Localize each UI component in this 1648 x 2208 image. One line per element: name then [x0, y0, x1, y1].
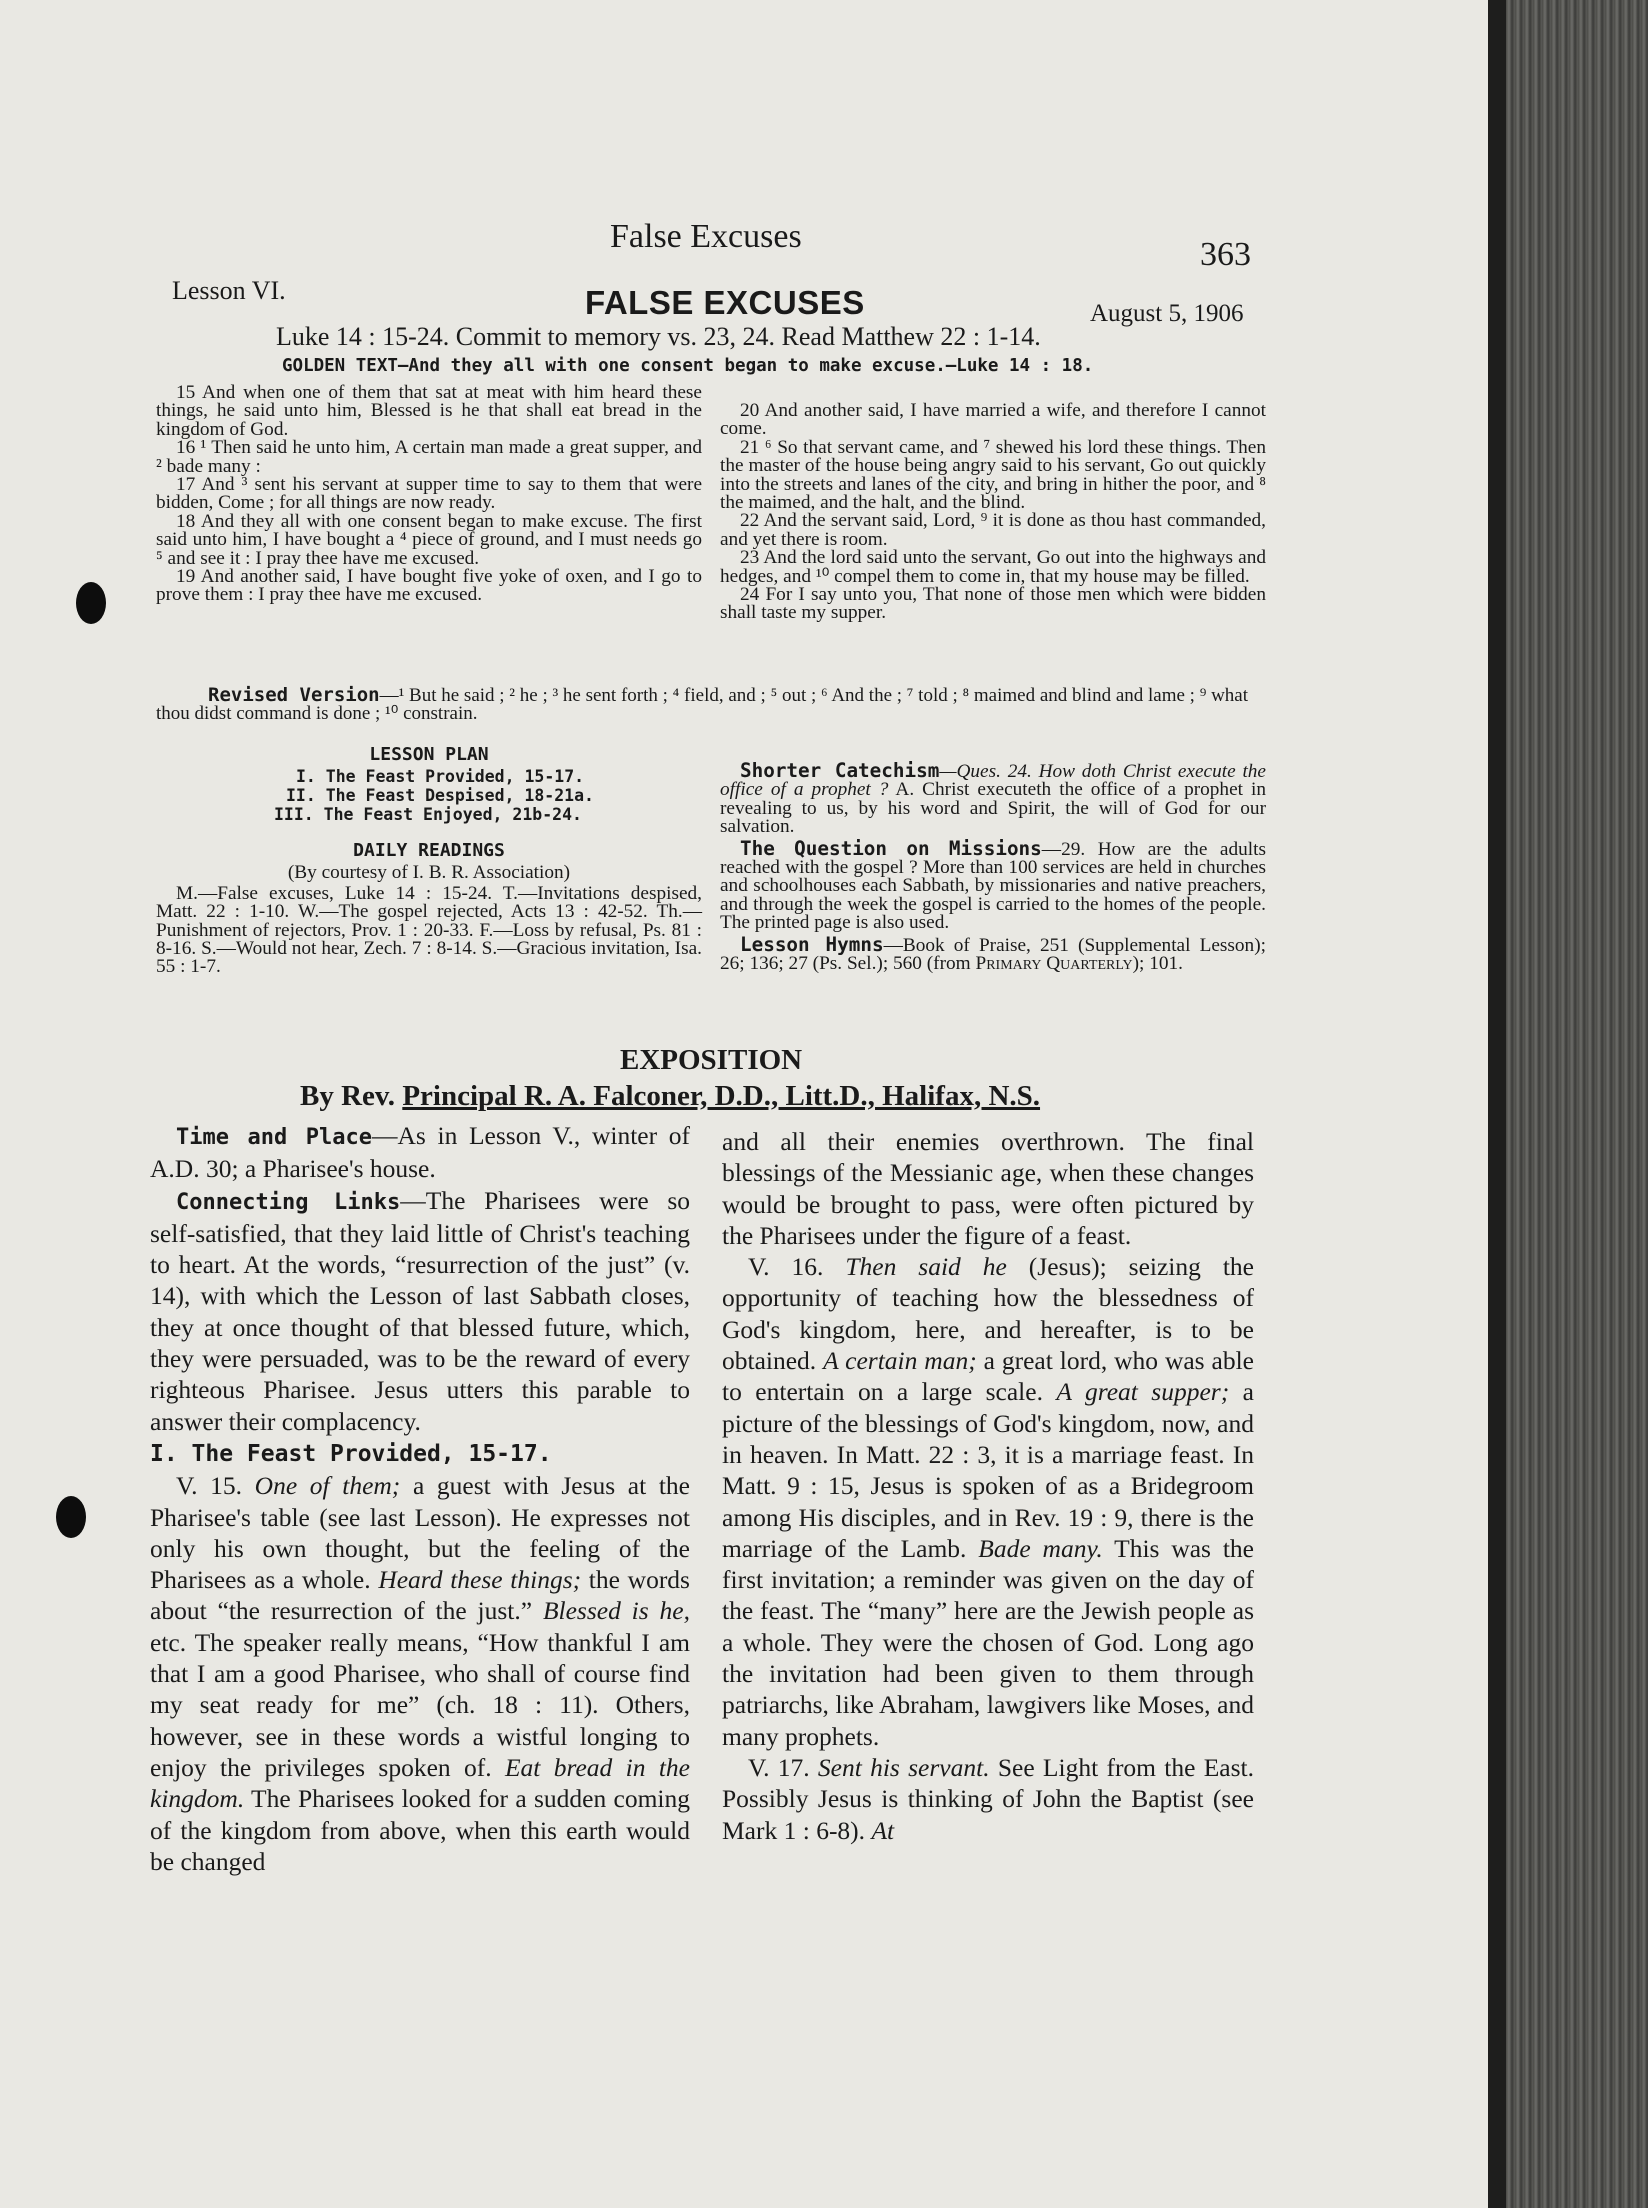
byline-author: Principal R. A. Falconer, D.D., Litt.D., Halifax, N.S.	[402, 1080, 1041, 1112]
daily-readings-heading: DAILY READINGS	[353, 840, 505, 861]
running-title: False Excuses	[610, 218, 802, 255]
byline	[300, 1080, 1040, 1113]
verse: 20 And another said, I have married a wife, and therefore I cannot come.	[720, 400, 1266, 440]
revised-version	[156, 686, 1268, 723]
plan-item: I. The Feast Provided, 15-17.	[296, 767, 585, 786]
quote: A great supper;	[1056, 1377, 1230, 1407]
daily-readings	[156, 842, 702, 977]
comment: the words about “the resurrection of the just.”	[150, 1565, 690, 1626]
verse: 17 And ³ sent his servant at supper time to say to them that were bidden, Come ; for all things are now ready.	[156, 474, 702, 514]
comment: (Jesus); seizing the opportunity of teaching how the blessedness of God's kingdom, here, and hereafter, is to be obtained.	[722, 1252, 1255, 1376]
lesson-date: August 5, 1906	[1090, 300, 1244, 327]
catechism	[720, 759, 1266, 838]
verse: 23 And the lord said unto the servant, Go out into the highways and hedges, and ¹⁰ compel them to come in, that my house may be filled.	[720, 547, 1266, 587]
quote: A certain man;	[823, 1346, 977, 1376]
quote: One of them;	[254, 1471, 401, 1501]
golden-text: GOLDEN TEXT—And they all with one consent began to make excuse.—Luke 14 : 18.	[282, 356, 1094, 376]
lesson-plan	[156, 744, 702, 824]
catechism-label: Shorter Catechism	[740, 759, 940, 782]
verse-ref: V. 15.	[176, 1471, 255, 1501]
time-label: Time and Place	[176, 1125, 372, 1150]
quote: Bade many.	[978, 1533, 1103, 1563]
hymns	[720, 932, 1266, 975]
connecting-links	[150, 1185, 690, 1437]
quote: At	[871, 1815, 895, 1845]
daily-readings-text: M.—False excuses, Luke 14 : 15-24. T.—Invitations despised, Matt. 22 : 1-10. W.—The gospel rejected, Acts 13 : 42-52. Th.—Punishment of rejectors, Prov. 1 : 20-33. F.—Loss by refusal, Ps. 81 : 8-16. S.—Would not hear, Zech. 7 : 8-14. S.—Gracious invitation, Isa. 55 : 1-7.	[156, 882, 702, 978]
time-and-place	[150, 1120, 690, 1185]
comment: a great lord, who was able to entertain on a large scale.	[722, 1346, 1254, 1407]
quote: Then said he	[845, 1252, 1007, 1282]
verse: 18 And they all with one consent began to make excuse. The first said unto him, I have bought a ⁴ piece of ground, and I must needs go ⁵ and see it : I pray thee have me excused.	[156, 510, 702, 569]
time-text: —As in Lesson V., winter of A.D. 30; a Pharisee's house.	[150, 1121, 690, 1184]
missions-label: The Question on Missions	[740, 836, 1042, 860]
comment: See Light from the East. Possibly Jesus is thinking of John the Baptist (see Mark 1 : 6-8).	[722, 1752, 1254, 1845]
plan-item: II. The Feast Despised, 18-21a.	[286, 786, 594, 805]
verse-17-comment	[722, 1752, 1254, 1846]
revised-version-label: Revised Version	[208, 684, 380, 706]
missions-text: —29. How are the adults reached with the gospel ? More than 100 services are held in churches and schoolhouses each Sabbath, by missionaries and native preachers, and through the week the gospel is carried to the homes of the people. The printed page is also used.	[720, 838, 1266, 934]
links-text: —The Pharisees were so self-satisfied, that they laid little of Christ's teaching to heart. At the words, “resurrection of the just” (v. 14), with which the Lesson of last Sabbath closes, they at once thought of that blessed future, which, they were persuaded, was to be the reward of every righteous Pharisee. Jesus utters this parable to answer their complacency.	[150, 1185, 691, 1436]
missions	[720, 836, 1266, 934]
verse: 16 ¹ Then said he unto him, A certain man made a great supper, and ² bade many :	[156, 437, 702, 477]
verse: 19 And another said, I have bought five yoke of oxen, and I go to prove them : I pray thee have me excused.	[156, 566, 702, 606]
quote: Blessed is he,	[542, 1596, 690, 1626]
comment: The Pharisees looked for a sudden coming of the kingdom from above, when this earth would be changed	[150, 1784, 690, 1876]
quote: Sent his servant.	[817, 1752, 990, 1782]
exposition-right-column	[722, 1126, 1254, 1846]
links-label: Connecting Links	[176, 1189, 401, 1215]
comment: This was the first invitation; a reminder was given on the day of the feast. The “many” here are the Jewish people as a whole. They were the chosen of God. Long ago the invitation had been given to them through patriarchs, like Abraham, lawgivers like Moses, and many prophets.	[722, 1533, 1254, 1751]
punch-hole	[76, 582, 106, 624]
scripture-left-column	[156, 384, 702, 605]
comment: etc. The speaker really means, “How thankful I am that I am a good Pharisee, who shall of course find my seat ready for me” (ch. 18 : 11). Others, however, see in these words a wistful longing to enjoy the privileges spoken of.	[150, 1627, 690, 1782]
verse: 21 ⁶ So that servant came, and ⁷ shewed his lord these things. Then the master of the house being angry said to his servant, Go out quickly into the streets and lanes of the city, and bring in hither the poor, and ⁸ the maimed, and the halt, and the blind.	[720, 436, 1266, 514]
plan-item: III. The Feast Enjoyed, 21b-24.	[274, 805, 582, 824]
scripture-reference: Luke 14 : 15-24. Commit to memory vs. 23, 24. Read Matthew 22 : 1-14.	[276, 322, 1041, 351]
catechism-question: —Ques. 24. How doth Christ execute the office of a prophet ?	[720, 761, 1266, 801]
verse-15-comment	[150, 1470, 690, 1877]
side-notes	[720, 759, 1266, 976]
continued-paragraph: and all their enemies overthrown. The final blessings of the Messianic age, when these changes would be brought to pass, were often pictured by the Pharisees under the figure of a feast.	[722, 1127, 1254, 1250]
page-number: 363	[1200, 236, 1251, 273]
punch-hole	[56, 1496, 86, 1538]
hymns-text: —Book of Praise, 251 (Supplemental Lesson); 26; 136; 27 (Ps. Sel.); 560 (from	[720, 934, 1266, 975]
revised-version-text: —¹ But he said ; ² he ; ³ he sent forth ; ⁴ field, and ; ⁵ out ; ⁶ And the ; ⁷ told ; ⁸ maimed and blind and lame ; ⁹ what thou didst command is done ; ¹⁰ constrain.	[156, 685, 1249, 724]
daily-readings-courtesy: (By courtesy of I. B. R. Association)	[287, 862, 571, 884]
book-page-edges	[1488, 0, 1648, 2208]
verse-16-comment	[722, 1251, 1254, 1752]
exposition-heading: EXPOSITION	[620, 1044, 803, 1076]
lesson-plan-heading: LESSON PLAN	[369, 744, 489, 765]
hymns-label: Lesson Hymns	[740, 932, 884, 956]
lesson-number: Lesson VI.	[172, 276, 286, 305]
hymns-text-end: ); 101.	[1132, 953, 1183, 975]
verse: 15 And when one of them that sat at meat with him heard these things, he said unto him, Blessed is he that shall eat bread in the kingdom of God.	[156, 382, 702, 440]
lesson-title: FALSE EXCUSES	[585, 284, 865, 321]
scripture-right-column	[720, 402, 1266, 623]
exposition-left-column	[150, 1120, 690, 1877]
catechism-answer: A. Christ executeth the office of a prophet in revealing to us, by his word and Spirit, the will of God for our salvation.	[720, 779, 1266, 838]
comment: a guest with Jesus at the Pharisee's table (see last Lesson). He expresses not only his own thought, but the feeling of the Pharisees as a whole.	[150, 1471, 690, 1595]
verse: 24 For I say unto you, That none of those men which were bidden shall taste my supper.	[720, 584, 1266, 624]
section-heading: I. The Feast Provided, 15-17.	[150, 1440, 552, 1467]
quote: Eat bread in the kingdom.	[150, 1752, 690, 1814]
byline-prefix: By Rev.	[300, 1080, 396, 1112]
hymns-quarterly: Primary Quarterly	[975, 953, 1133, 975]
verse: 22 And the servant said, Lord, ⁹ it is done as thou hast commanded, and yet there is room.	[720, 510, 1266, 550]
comment: a picture of the blessings of God's kingdom, now, and in heaven. In Matt. 22 : 3, it is a marriage feast. In Matt. 9 : 15, Jesus is spoken of as a Bridegroom among His disciples, and in Rev. 19 : 9, there is the marriage of the Lamb.	[722, 1377, 1254, 1563]
verse-ref: V. 16.	[748, 1252, 846, 1282]
verse-ref: V. 17.	[748, 1752, 818, 1782]
quote: Heard these things;	[378, 1565, 582, 1595]
